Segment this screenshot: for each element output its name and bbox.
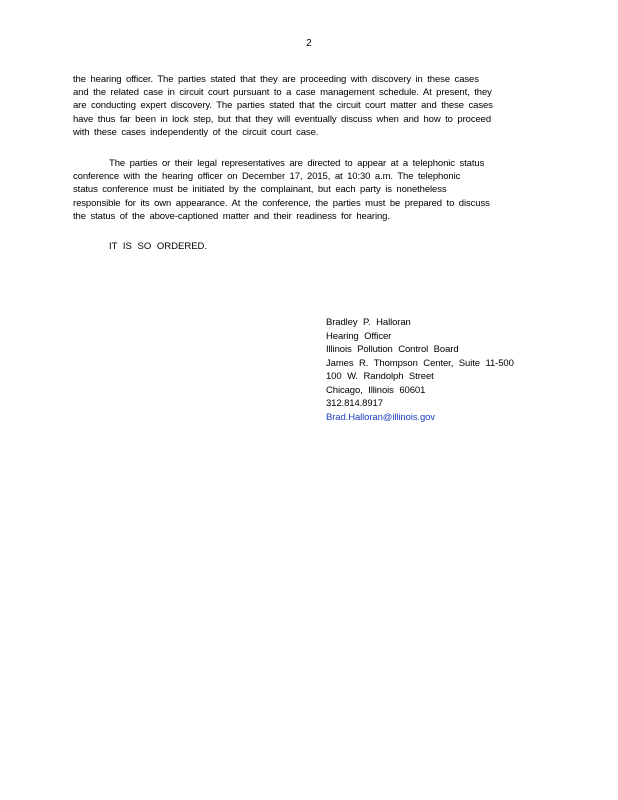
order-statement: IT IS SO ORDERED. (109, 241, 208, 252)
paragraph-status-conference (73, 157, 573, 223)
signature-address-line-2: 100 W. Randolph Street (326, 371, 434, 382)
page-number: 2 (306, 38, 312, 49)
paragraph-discovery-status (73, 73, 573, 139)
signature-city: Chicago, Illinois 60601 (326, 384, 426, 396)
paragraph-line: have thus far been in lock step, but that they will eventually discuss when and how to proceed (73, 113, 492, 125)
signature-name: Bradley P. Halloran (326, 317, 411, 328)
signature-address-line-1: James R. Thompson Center, Suite 11-500 (326, 357, 514, 369)
paragraph-line: and the related case in circuit court pursuant to a case management schedule. At present, they (73, 87, 492, 99)
paragraph-line: are conducting expert discovery. The parties stated that the circuit court matter and these cases (73, 100, 493, 112)
signature-organization: Illinois Pollution Control Board (326, 344, 459, 355)
paragraph-line: status conference must be initiated by the complainant, but each party is nonetheless (73, 184, 447, 196)
signature-title: Hearing Officer (326, 330, 392, 342)
paragraph-line: conference with the hearing officer on December 17, 2015, at 10:30 a.m. The telephonic (73, 171, 461, 183)
paragraph-line: The parties or their legal representatives are directed to appear at a telephonic status (109, 158, 485, 169)
paragraph-line: the hearing officer. The parties stated that they are proceeding with discovery in these cases (73, 74, 479, 85)
paragraph-line: responsible for its own appearance. At the conference, the parties must be prepared to discuss (73, 197, 490, 209)
signature-block (326, 316, 586, 424)
signature-phone: 312.814.8917 (326, 398, 383, 409)
paragraph-line: the status of the above-captioned matter and their readiness for hearing. (73, 210, 390, 222)
signature-email-link[interactable]: Brad.Halloran@illinois.gov (326, 411, 435, 423)
paragraph-line: with these cases independently of the circuit court case. (73, 126, 319, 138)
